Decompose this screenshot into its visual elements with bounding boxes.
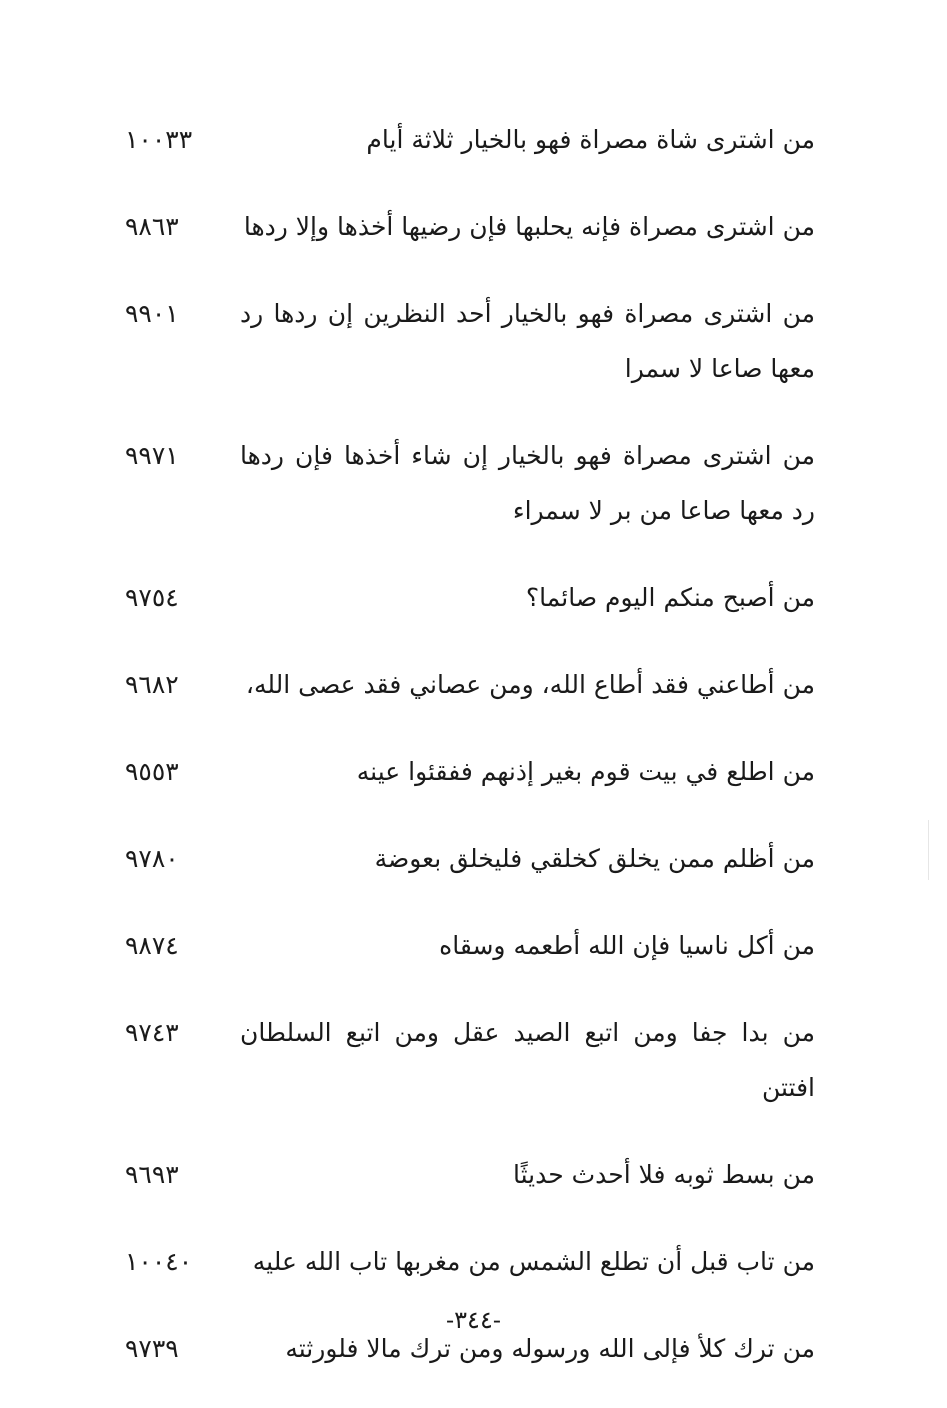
hadith-number: ٩٧٨٠ xyxy=(125,844,179,873)
hadith-text: من أظلم ممن يخلق كخلقي فليخلق بعوضة xyxy=(374,844,815,873)
hadith-number: ٩٧٥٤ xyxy=(125,583,179,612)
list-item xyxy=(125,918,815,973)
hadith-text: من اطلع في بيت قوم بغير إذنهم ففقئوا عينه xyxy=(356,757,815,786)
hadith-text: من اشترى شاة مصراة فهو بالخيار ثلاثة أيام xyxy=(366,125,815,154)
hadith-number: ٩٧٣٩ xyxy=(125,1334,179,1363)
hadith-text: من أطاعني فقد أطاع الله، ومن عصاني فقد عصى الله، xyxy=(245,670,815,699)
hadith-number: ٩٧٤٣ xyxy=(125,1018,179,1047)
hadith-number: ٩٦٨٢ xyxy=(125,670,179,699)
list-item xyxy=(125,199,815,254)
hadith-number: ٩٩٠١ xyxy=(125,299,179,328)
hadith-index-list xyxy=(125,112,815,1408)
page-number: -٣٤٤- xyxy=(446,1306,501,1334)
scan-margin-mark xyxy=(928,820,929,880)
hadith-text: من تاب قبل أن تطلع الشمس من مغربها تاب الله عليه xyxy=(252,1247,815,1276)
hadith-text: من ترك كلأ فإلى الله ورسوله ومن ترك مالا فلورثته xyxy=(285,1334,815,1363)
hadith-text: من أصبح منكم اليوم صائما؟ xyxy=(525,583,815,612)
list-item xyxy=(125,831,815,886)
hadith-number: ٩٥٥٣ xyxy=(125,757,179,786)
hadith-number: ٩٨٧٤ xyxy=(125,931,179,960)
hadith-text: من بدا جفا ومن اتبع الصيد عقل ومن اتبع السلطان افتتن xyxy=(240,1018,815,1102)
list-item xyxy=(125,1234,815,1289)
list-item xyxy=(125,1005,815,1115)
list-item xyxy=(125,744,815,799)
hadith-number: ٩٨٦٣ xyxy=(125,212,179,241)
list-item xyxy=(125,428,815,538)
hadith-text: من أكل ناسيا فإن الله أطعمه وسقاه xyxy=(439,931,815,960)
hadith-text: من اشترى مصراة فإنه يحلبها فإن رضيها أخذها وإلا ردها xyxy=(243,212,815,241)
list-item xyxy=(125,112,815,167)
list-item xyxy=(125,286,815,396)
list-item xyxy=(125,1147,815,1202)
hadith-number: ٩٦٩٣ xyxy=(125,1160,179,1189)
hadith-number: ١٠٠٤٠ xyxy=(125,1247,193,1276)
hadith-text: من اشترى مصراة فهو بالخيار أحد النظرين إن ردها رد معها صاعا لا سمرا xyxy=(240,299,815,383)
list-item xyxy=(125,570,815,625)
hadith-number: ١٠٠٣٣ xyxy=(125,125,193,154)
hadith-text: من بسط ثوبه فلا أحدث حديثًا xyxy=(512,1160,815,1189)
hadith-number: ٩٩٧١ xyxy=(125,441,179,470)
list-item xyxy=(125,657,815,712)
hadith-text: من اشترى مصراة فهو بالخيار إن شاء أخذها فإن ردها رد معها صاعا من بر لا سمراء xyxy=(240,441,815,525)
